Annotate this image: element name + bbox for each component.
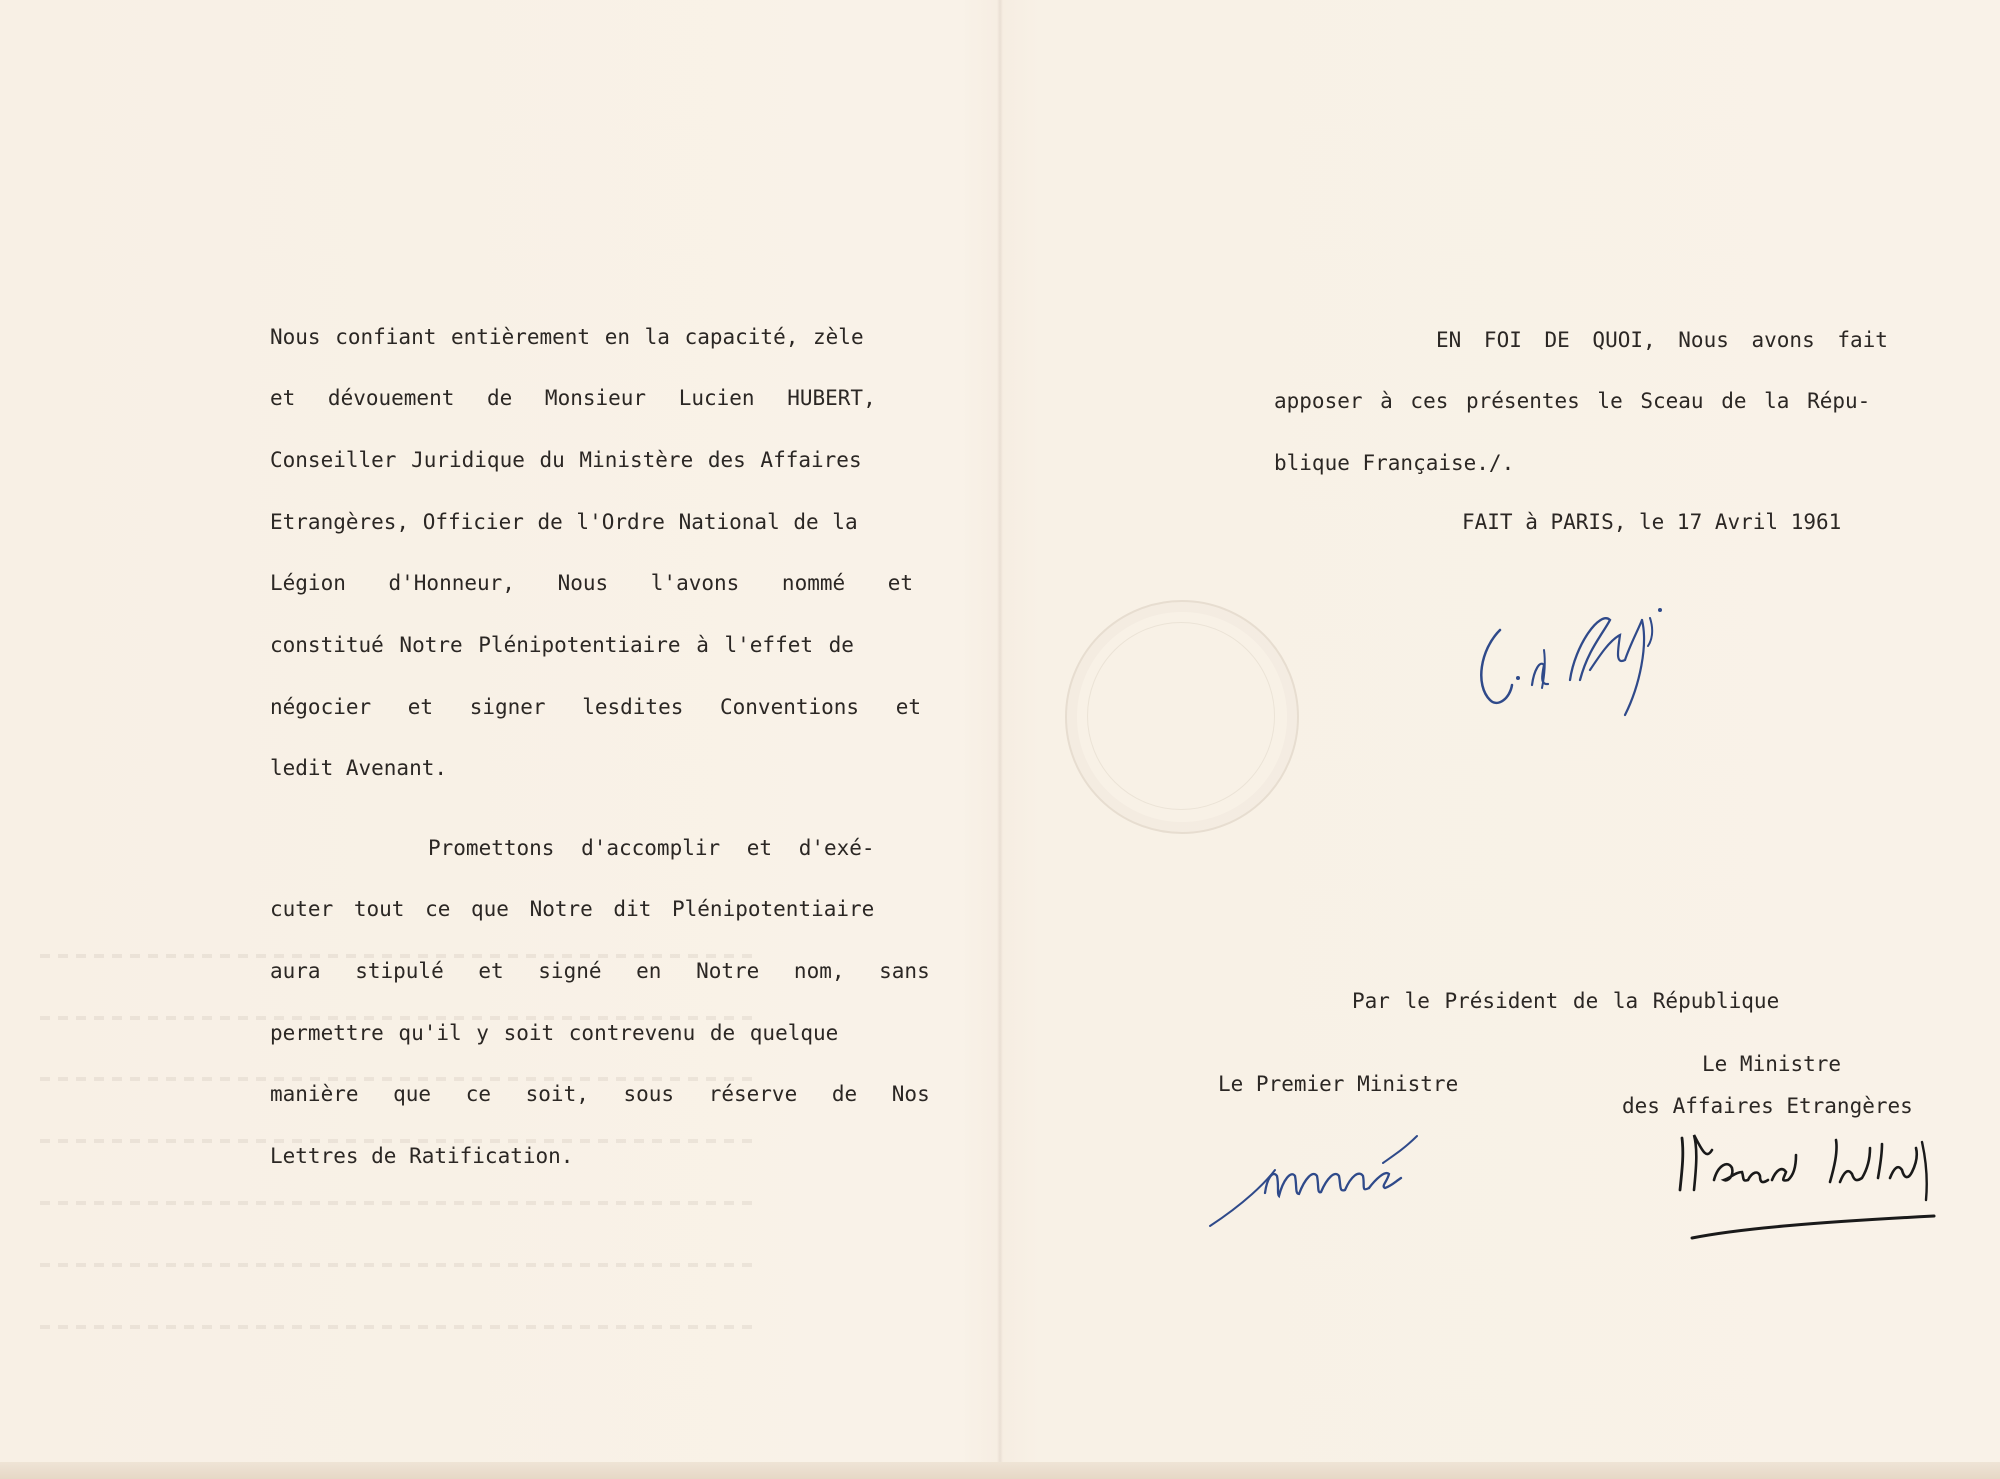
bleed-through-line bbox=[40, 954, 760, 958]
witness-line-1: EN FOI DE QUOI, Nous avons fait bbox=[1436, 328, 1888, 352]
witness-line-2: apposer à ces présentes le Sceau de la Répu- bbox=[1274, 389, 1871, 413]
bleed-through-line bbox=[40, 1325, 760, 1329]
para1-line-7: négocier et signer lesdites Conventions et bbox=[270, 695, 922, 719]
para1-line-6: constitué Notre Plénipotentiaire à l'effet de bbox=[270, 633, 854, 657]
date-line: FAIT à PARIS, le 17 Avril 1961 bbox=[1462, 510, 1842, 534]
countersign-heading: Par le Président de la République bbox=[1352, 989, 1780, 1013]
ministre-title-line-2: des Affaires Etrangères bbox=[1622, 1094, 1913, 1118]
para1-line-5: Légion d'Honneur, Nous l'avons nommé et bbox=[270, 571, 914, 595]
embossed-seal bbox=[1065, 600, 1299, 834]
para2-line-4: permettre qu'il y soit contrevenu de quelque bbox=[270, 1021, 839, 1045]
premier-ministre-signature bbox=[1205, 1108, 1495, 1233]
bleed-through-line bbox=[40, 1016, 760, 1020]
para1-line-2: et dévouement de Monsieur Lucien HUBERT, bbox=[270, 386, 876, 410]
para2-line-5: manière que ce soit, sous réserve de Nos bbox=[270, 1082, 930, 1106]
para1-line-4: Etrangères, Officier de l'Ordre National de la bbox=[270, 510, 858, 534]
para2-line-6: Lettres de Ratification. bbox=[270, 1144, 574, 1168]
ministre-signature bbox=[1672, 1120, 1942, 1255]
bleed-through-line bbox=[40, 1263, 760, 1267]
paper-edge bbox=[0, 1462, 2000, 1479]
bleed-through-line bbox=[40, 1139, 760, 1143]
para1-line-3: Conseiller Juridique du Ministère des Affaires bbox=[270, 448, 862, 472]
para1-line-1: Nous confiant entièrement en la capacité, zèle bbox=[270, 325, 864, 349]
president-signature bbox=[1470, 590, 1700, 730]
bleed-through-line bbox=[40, 1201, 760, 1205]
para2-line-1: Promettons d'accomplir et d'exé- bbox=[428, 836, 875, 860]
para2-line-3: aura stipulé et signé en Notre nom, sans bbox=[270, 959, 930, 983]
embossed-seal-ring bbox=[1087, 622, 1275, 810]
bleed-through-line bbox=[40, 1077, 760, 1081]
para1-line-8: ledit Avenant. bbox=[270, 756, 448, 780]
para2-line-2: cuter tout ce que Notre dit Plénipotentiaire bbox=[270, 897, 875, 921]
premier-ministre-title: Le Premier Ministre bbox=[1218, 1072, 1459, 1096]
witness-line-3: blique Française./. bbox=[1274, 451, 1515, 475]
page-fold bbox=[997, 0, 1003, 1479]
ministre-title-line-1: Le Ministre bbox=[1702, 1052, 1842, 1076]
